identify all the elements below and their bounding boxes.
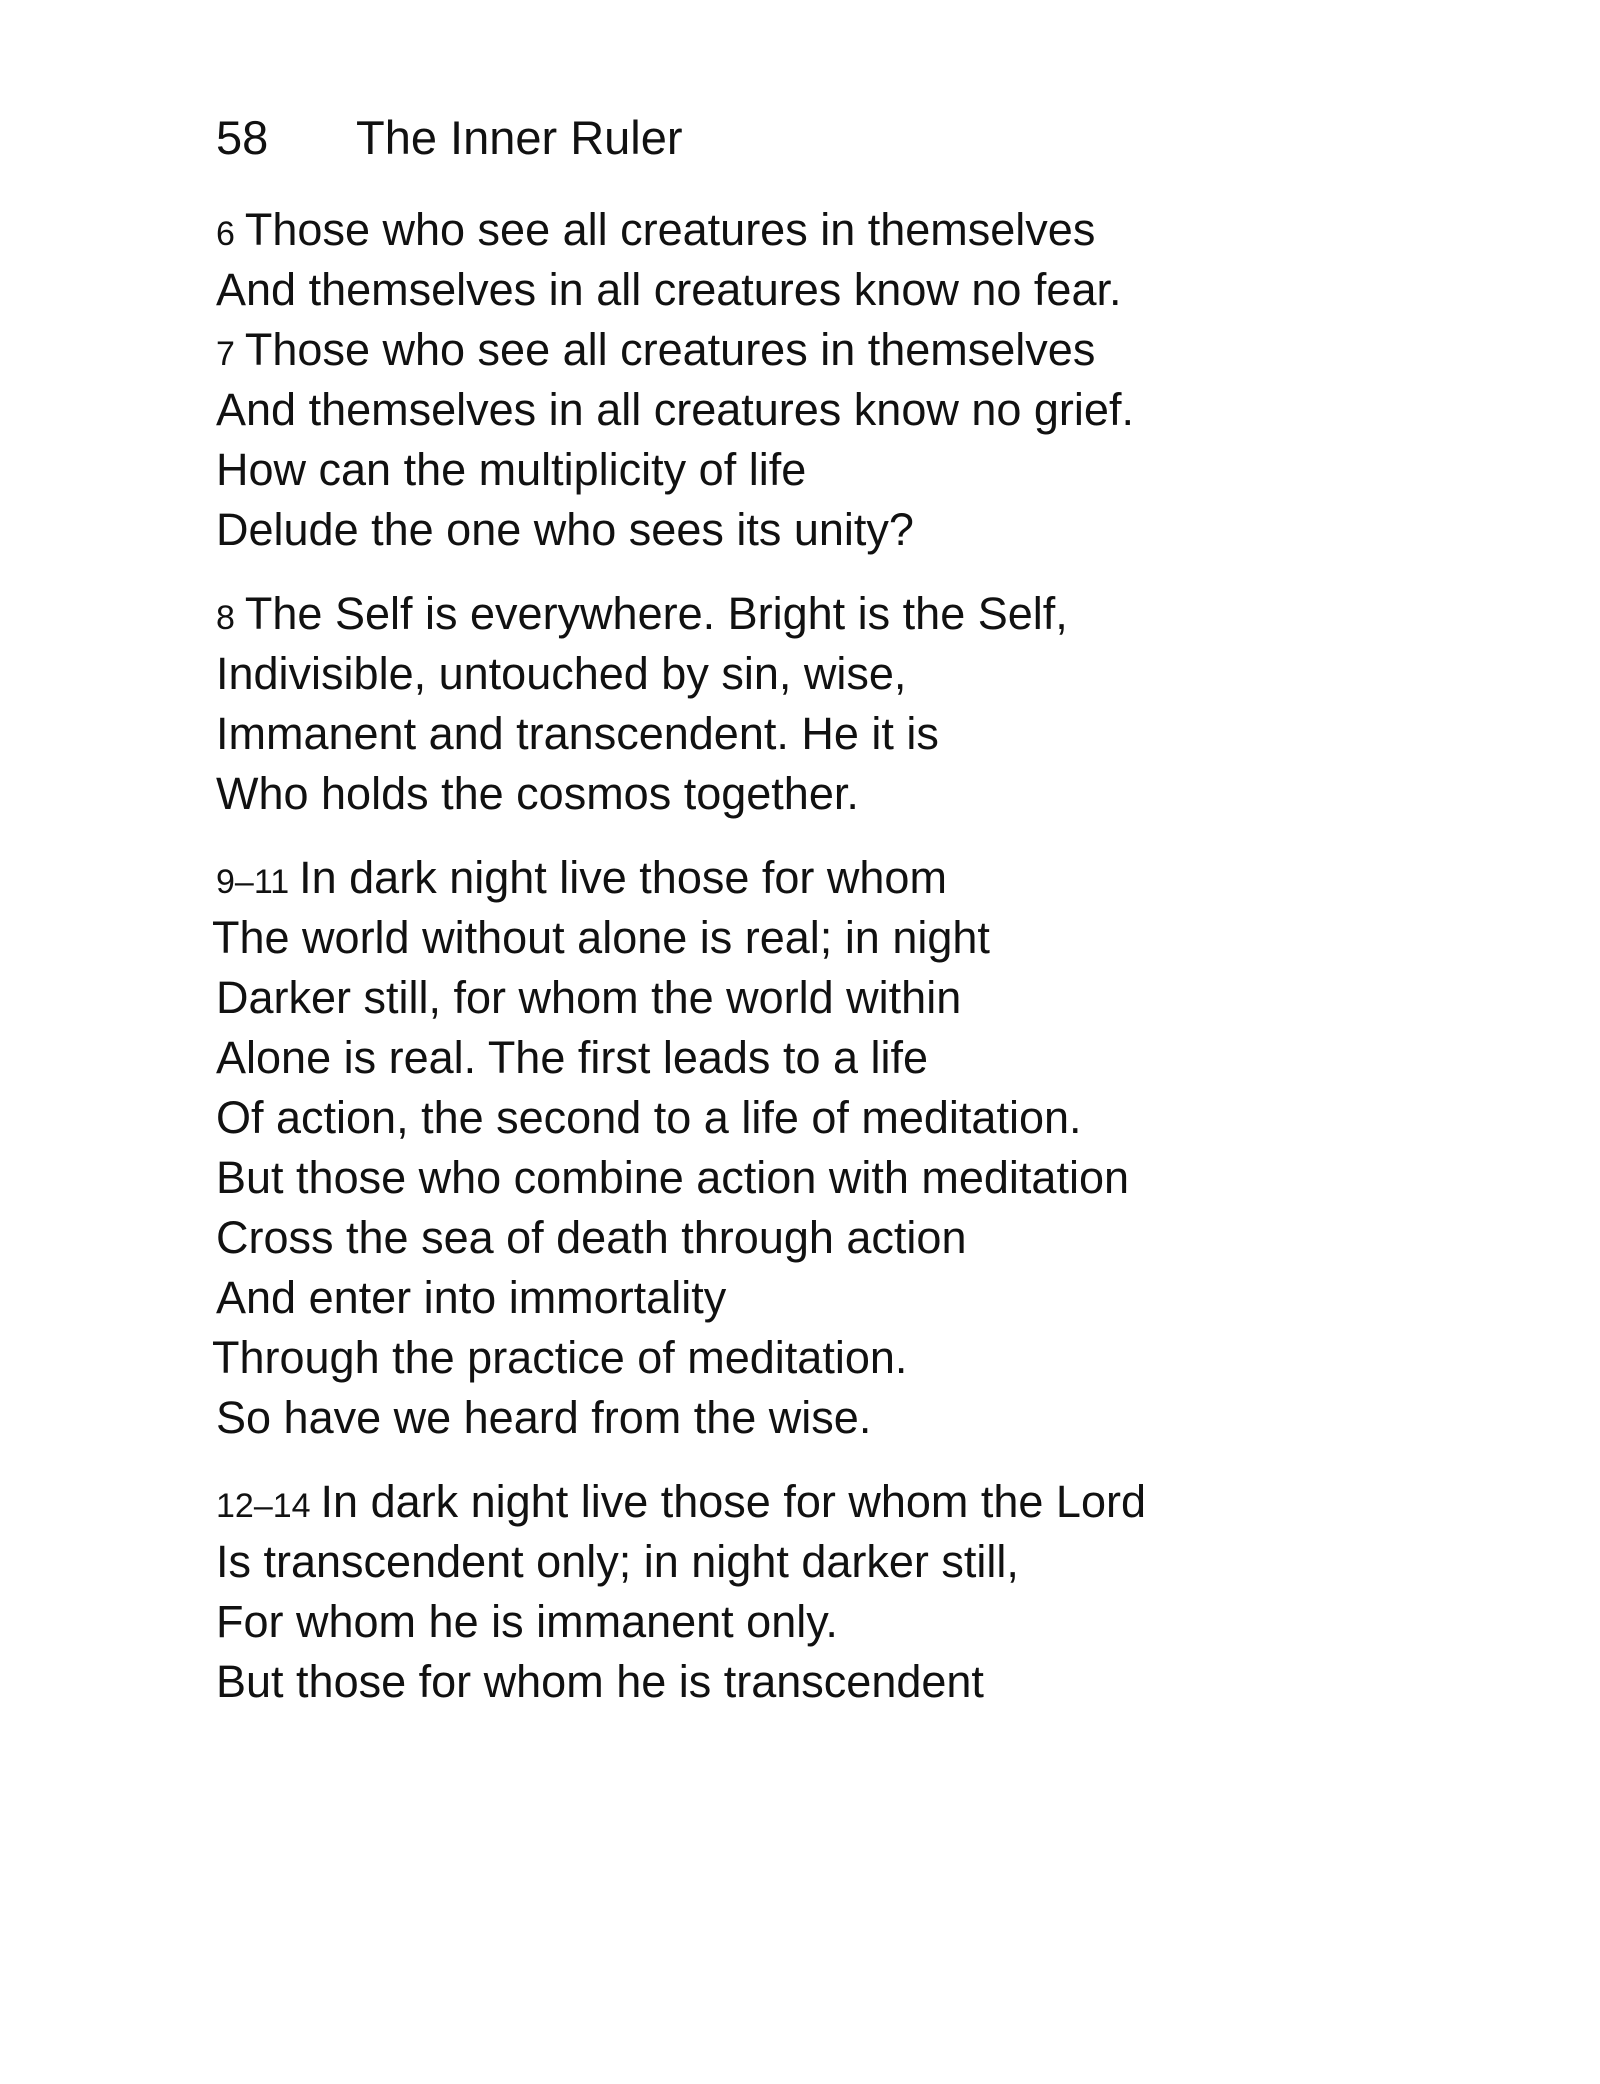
verse-text: And themselves in all creatures know no grief. <box>216 384 1134 435</box>
verse-line <box>216 764 1366 824</box>
verse-line <box>216 260 1366 320</box>
verse-text: Those who see all creatures in themselves <box>244 324 1096 375</box>
page-number: 58 <box>216 111 269 164</box>
verse-line <box>216 200 1366 260</box>
verse-text: Through the practice of meditation. <box>212 1332 908 1383</box>
stanza <box>216 1472 1366 1712</box>
verse-text: Alone is real. The first leads to a life <box>216 1032 929 1083</box>
verse-line <box>216 1268 1366 1328</box>
verse-text: Delude the one who sees its unity? <box>216 504 914 555</box>
book-page <box>212 108 1366 1736</box>
verse-text: Indivisible, untouched by sin, wise, <box>216 648 907 699</box>
verse-text: And themselves in all creatures know no fear. <box>216 264 1122 315</box>
verse-line <box>216 644 1366 704</box>
chapter-title: The Inner Ruler <box>356 111 683 164</box>
verse-text: But those who combine action with meditation <box>216 1152 1130 1203</box>
stanza <box>212 848 1366 1448</box>
verse-line <box>216 500 1366 560</box>
verse-line <box>216 848 1366 908</box>
verse-line <box>216 584 1366 644</box>
verse-line <box>216 1028 1366 1088</box>
stanza <box>216 584 1366 824</box>
verse-text: For whom he is immanent only. <box>216 1596 838 1647</box>
verse-number: 7 <box>216 335 235 373</box>
verse-text: Of action, the second to a life of meditation. <box>216 1092 1082 1143</box>
verse-text: Immanent and transcendent. He it is <box>216 708 939 759</box>
verse-line <box>216 1532 1366 1592</box>
verse-line <box>216 1472 1366 1532</box>
running-head <box>216 108 1366 168</box>
verse-line <box>216 1088 1366 1148</box>
verse-line <box>216 1652 1366 1712</box>
verse-line <box>216 1388 1366 1448</box>
verse-number: 6 <box>216 215 235 253</box>
verse-text: In dark night live those for whom the Lord <box>320 1476 1146 1527</box>
verse-text: The world without alone is real; in night <box>212 912 990 963</box>
verse-line <box>216 320 1366 380</box>
verse-text: Those who see all creatures in themselves <box>244 204 1096 255</box>
poem-body <box>212 200 1366 1712</box>
verse-number: 12–14 <box>216 1487 311 1525</box>
verse-line <box>212 908 1366 968</box>
verse-line <box>216 440 1366 500</box>
verse-line <box>212 1328 1366 1388</box>
verse-line <box>216 1592 1366 1652</box>
verse-line <box>216 704 1366 764</box>
verse-line <box>216 1148 1366 1208</box>
verse-line <box>216 968 1366 1028</box>
verse-text: So have we heard from the wise. <box>216 1392 872 1443</box>
stanza <box>216 200 1366 560</box>
verse-number: 8 <box>216 599 235 637</box>
verse-text: Darker still, for whom the world within <box>216 972 962 1023</box>
verse-text: Cross the sea of death through action <box>216 1212 967 1263</box>
verse-text: But those for whom he is transcendent <box>216 1656 984 1707</box>
verse-line <box>216 1208 1366 1268</box>
verse-text: And enter into immortality <box>216 1272 727 1323</box>
verse-text: Who holds the cosmos together. <box>216 768 859 819</box>
verse-text: The Self is everywhere. Bright is the Self, <box>244 588 1068 639</box>
verse-text: In dark night live those for whom <box>299 852 947 903</box>
verse-text: Is transcendent only; in night darker still, <box>216 1536 1019 1587</box>
verse-number: 9–11 <box>216 863 290 901</box>
verse-line <box>216 380 1366 440</box>
verse-text: How can the multiplicity of life <box>216 444 807 495</box>
